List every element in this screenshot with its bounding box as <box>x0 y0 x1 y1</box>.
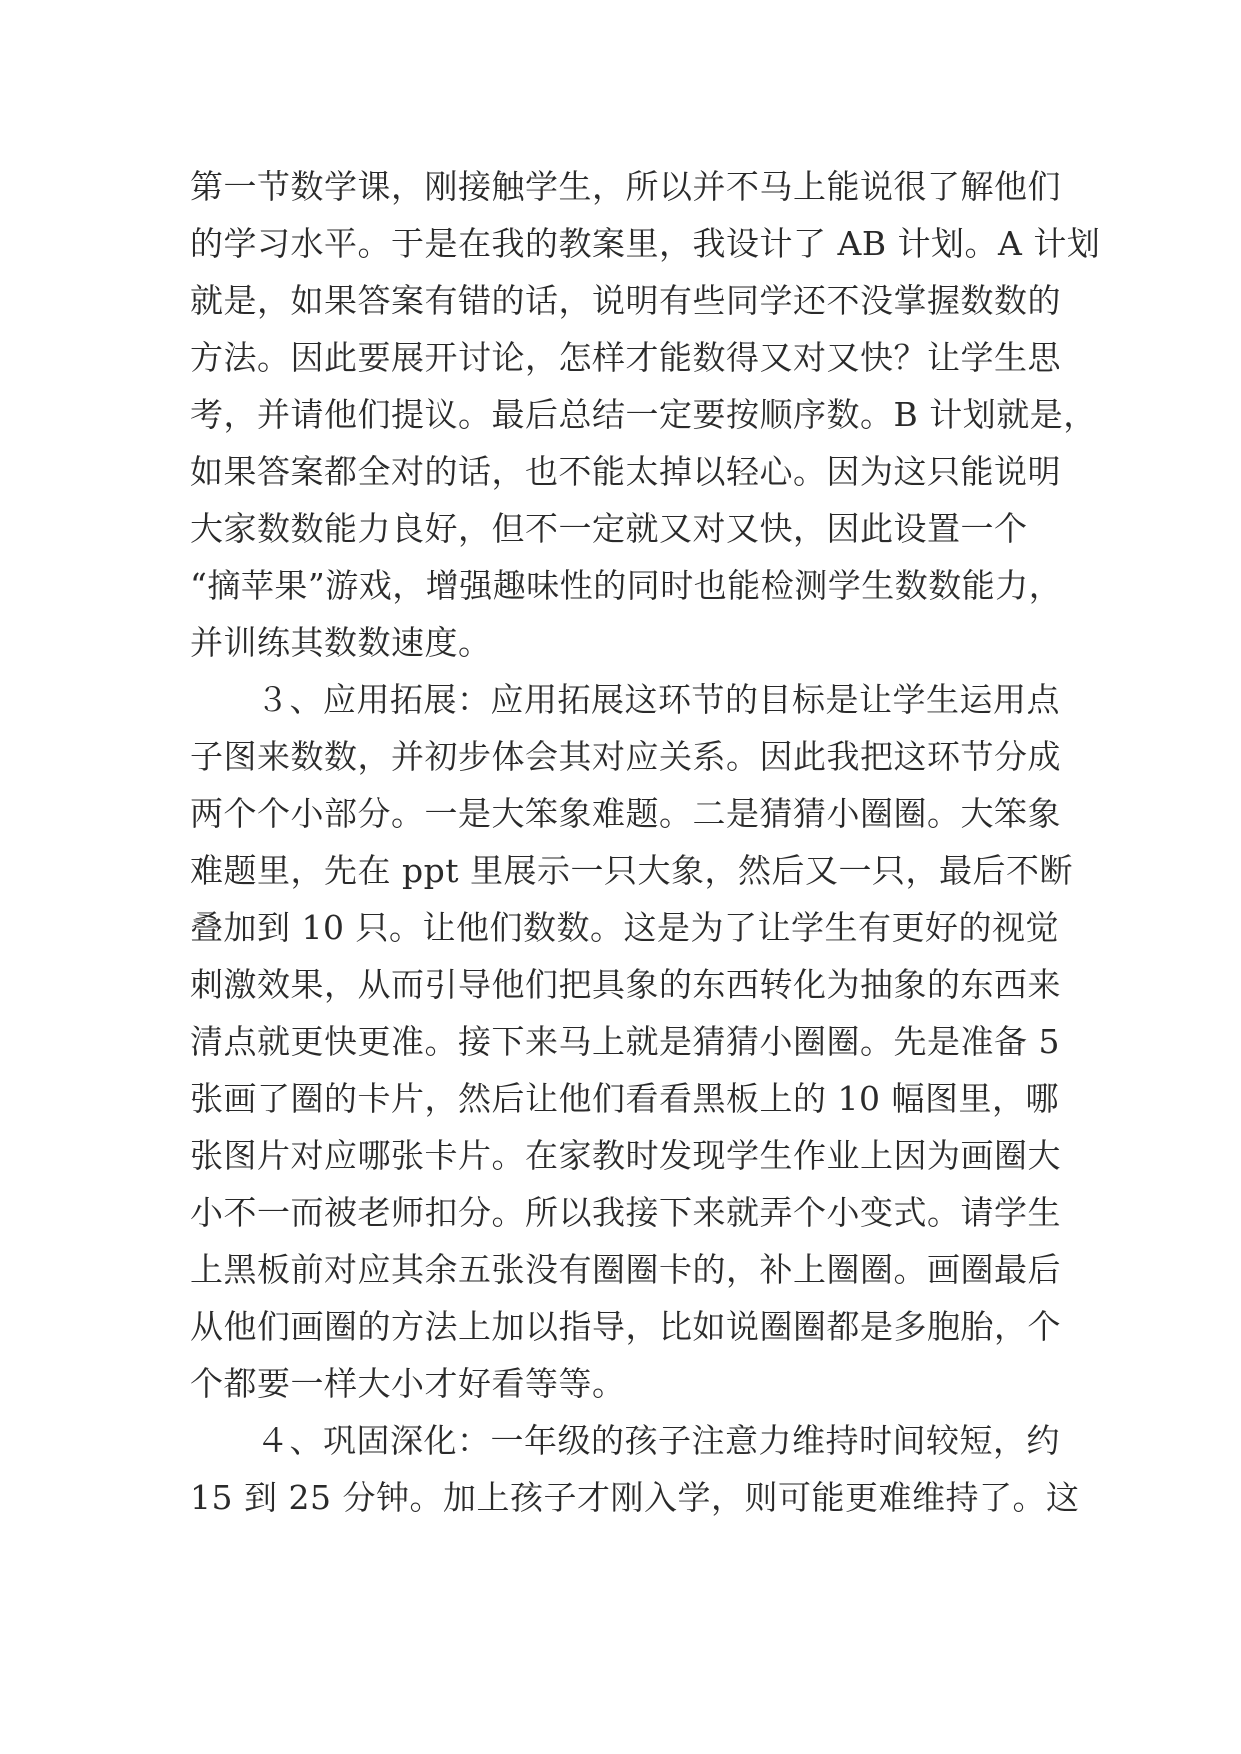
text-line: 子图来数数，并初步体会其对应关系。因此我把这环节分成 <box>190 737 1061 776</box>
text-line: 方法。因此要展开讨论，怎样才能数得又对又快？让学生思 <box>190 338 1061 377</box>
text-line: 难题里，先在 ppt 里展示一只大象，然后又一只，最后不断 <box>190 851 1073 890</box>
body-text <box>190 158 1101 1526</box>
text-line: 就是，如果答案有错的话，说明有些同学还不没掌握数数的 <box>190 281 1061 320</box>
text-line: 考，并请他们提议。最后总结一定要按顺序数。B 计划就是， <box>190 395 1097 434</box>
text-line: “摘苹果”游戏，增强趣味性的同时也能检测学生数数能力， <box>190 566 1063 605</box>
text-line: 大家数数能力良好，但不一定就又对又快，因此设置一个 <box>190 509 1028 548</box>
text-line: 的学习水平。于是在我的教案里，我设计了 AB 计划。A 计划 <box>190 224 1101 263</box>
text-line: 从他们画圈的方法上加以指导，比如说圈圈都是多胞胎，个 <box>190 1307 1061 1346</box>
text-line: ３、应用拓展：应用拓展这环节的目标是让学生运用点 <box>256 680 1060 719</box>
text-line: 15 到 25 分钟。加上孩子才刚入学，则可能更难维持了。这 <box>190 1478 1080 1517</box>
text-line: 张图片对应哪张卡片。在家教时发现学生作业上因为画圈大 <box>190 1136 1061 1175</box>
text-line: 上黑板前对应其余五张没有圈圈卡的，补上圈圈。画圈最后 <box>190 1250 1061 1289</box>
text-line: 清点就更快更准。接下来马上就是猜猜小圈圈。先是准备 5 <box>190 1022 1060 1061</box>
text-line: 张画了圈的卡片，然后让他们看看黑板上的 10 幅图里，哪 <box>190 1079 1059 1118</box>
text-line: 个都要一样大小才好看等等。 <box>190 1364 626 1403</box>
text-line: 如果答案都全对的话，也不能太掉以轻心。因为这只能说明 <box>190 452 1061 491</box>
text-line: 两个个小部分。一是大笨象难题。二是猜猜小圈圈。大笨象 <box>190 794 1061 833</box>
text-line: 叠加到 10 只。让他们数数。这是为了让学生有更好的视觉 <box>190 908 1059 947</box>
text-line: 第一节数学课，刚接触学生，所以并不马上能说很了解他们 <box>190 167 1061 206</box>
text-line: 并训练其数数速度。 <box>190 623 492 662</box>
text-line: 刺激效果，从而引导他们把具象的东西转化为抽象的东西来 <box>190 965 1061 1004</box>
text-line: 小不一而被老师扣分。所以我接下来就弄个小变式。请学生 <box>190 1193 1061 1232</box>
text-line: ４、巩固深化：一年级的孩子注意力维持时间较短，约 <box>256 1421 1060 1460</box>
